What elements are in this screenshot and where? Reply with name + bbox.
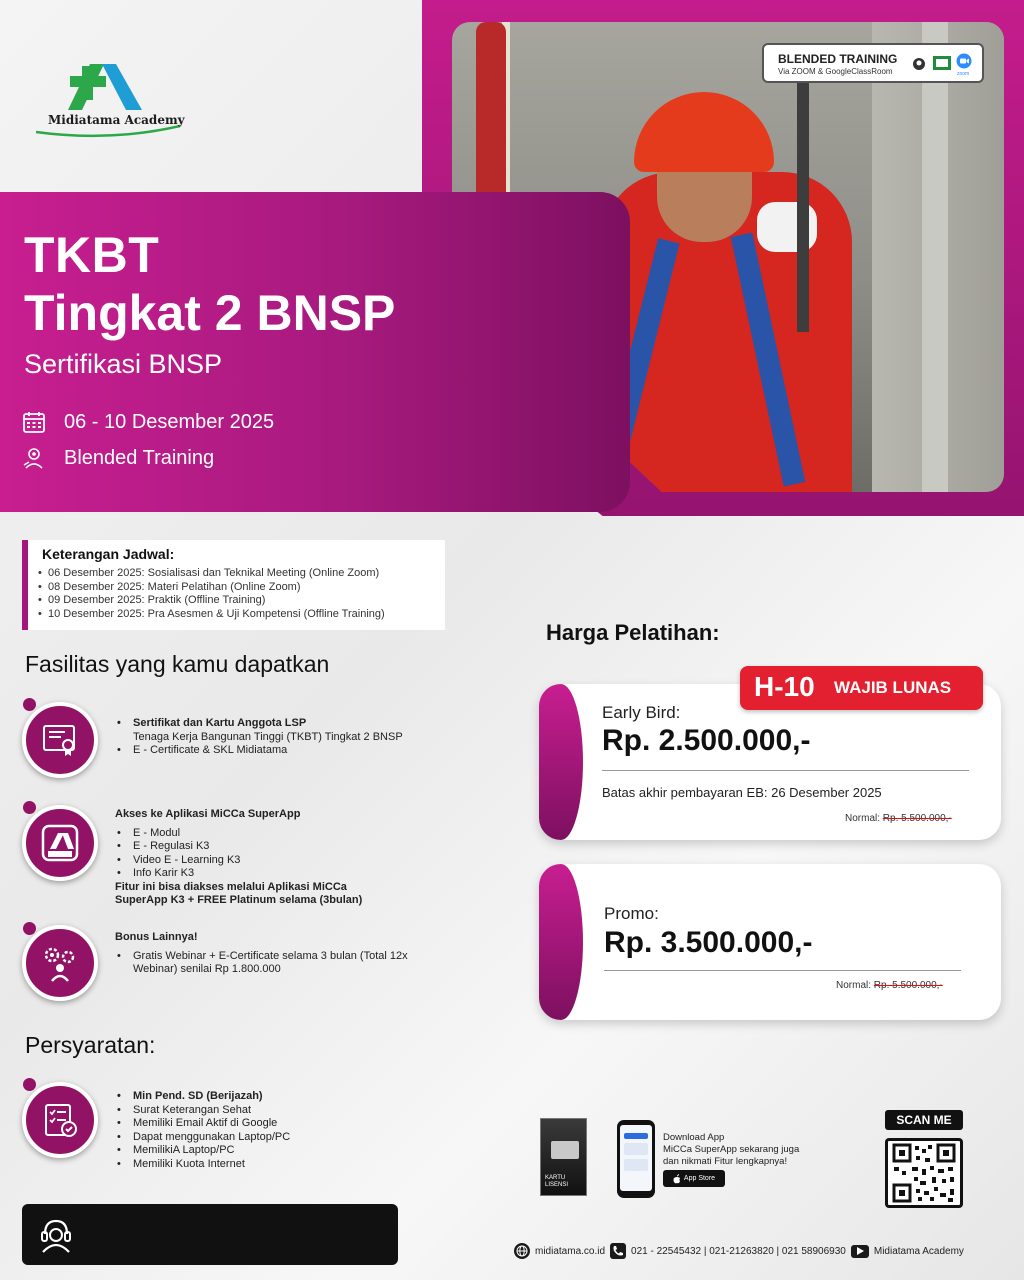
facility-item: • E - Regulasi K3 (115, 840, 362, 854)
promo-price: Rp. 3.500.000,- (604, 926, 813, 959)
schedule-item: • 09 Desember 2025: Praktik (Offline Training) (38, 594, 445, 608)
pro-label: PRO (59, 864, 70, 870)
early-bird-deadline: Batas akhir pembayaran EB: 26 Desember 2025 (602, 785, 882, 800)
payment-note: WAJIB LUNAS (834, 678, 952, 697)
requirement-item: • Memiliki Kuota Internet (115, 1158, 290, 1172)
course-subtitle: Sertifikasi BNSP (24, 349, 223, 379)
card-accent (539, 864, 583, 1020)
book-title: KARTU LISENSI (545, 1175, 569, 1188)
gears-person-icon (40, 943, 80, 983)
divider (602, 770, 969, 771)
bullet-dot (23, 922, 36, 935)
zoom-label: zoom (957, 71, 970, 77)
requirements-heading: Persyaratan: (25, 1032, 156, 1058)
facility-item: • Video E - Learning K3 (115, 854, 362, 868)
classroom-icon (912, 57, 926, 71)
badge-title: BLENDED TRAINING (778, 52, 898, 66)
requirement-item: • MemilikiA Laptop/PC (115, 1144, 290, 1158)
promo-card (539, 864, 1001, 1020)
schedule-list (42, 567, 445, 621)
bullet-dot (23, 801, 36, 814)
facility-note: Fitur ini bisa diakses melalui Aplikasi MiCCa (115, 880, 347, 893)
license-card-book (540, 1118, 587, 1196)
qr-code[interactable] (885, 1138, 963, 1208)
academy-logo (30, 60, 190, 140)
mode-row (22, 446, 214, 470)
qr-code-icon (888, 1141, 960, 1205)
requirements-badge (22, 1082, 98, 1158)
facility-title: • Sertifikat dan Kartu Anggota LSP (115, 717, 403, 731)
micca-pro-icon (40, 823, 80, 863)
app-download-text (663, 1132, 799, 1168)
apple-icon (673, 1174, 681, 1184)
schedule-item: • 06 Desember 2025: Sosialisasi dan Teknikal Meeting (Online Zoom) (38, 567, 445, 581)
app-store-button[interactable] (663, 1170, 725, 1187)
card-image (551, 1141, 579, 1159)
customer-service-icon (37, 1216, 75, 1254)
requirement-item: • Surat Keterangan Sehat (115, 1104, 290, 1118)
training-mode: Blended Training (64, 446, 215, 469)
facilities-heading: Fasilitas yang kamu dapatkan (25, 651, 330, 677)
early-bird-price: Rp. 2.500.000,- (602, 724, 811, 757)
date-row (22, 410, 274, 434)
schedule-item: • 10 Desember 2025: Pra Asesmen & Uji Kompetensi (Offline Training) (38, 608, 445, 622)
contact-bar[interactable] (22, 1204, 398, 1265)
website-link[interactable]: midiatama.co.id (535, 1245, 606, 1257)
facility-block-3 (115, 931, 408, 977)
certificate-icon (41, 721, 79, 759)
bullet-dot (23, 1078, 36, 1091)
facility-title: Bonus Lainnya! (115, 931, 198, 943)
event-date: 06 - 10 Desember 2025 (64, 410, 275, 433)
h10-label: H-10 (754, 671, 815, 702)
facility-item: Webinar) senilai Rp 1.800.000 (133, 963, 281, 975)
phone-numbers[interactable]: 021 - 22545432 | 021-21263820 | 021 58906930 (631, 1245, 846, 1257)
facility-item: • Gratis Webinar + E-Certificate selama 3 bulan (Total 12x (115, 950, 408, 964)
app-phone-mockup (617, 1120, 655, 1198)
logo-text: Midiatama Academy (48, 113, 185, 127)
early-bird-label: Early Bird: (602, 703, 681, 722)
schedule-item: • 08 Desember 2025: Materi Pelatihan (Online Zoom) (38, 581, 445, 595)
app-line: Download App (663, 1132, 725, 1143)
scan-me-label: SCAN ME (885, 1110, 963, 1130)
youtube-channel[interactable]: Midiatama Academy (873, 1245, 964, 1257)
phone-icon (610, 1243, 626, 1259)
app-store-label: App Store (683, 1175, 716, 1182)
requirement-item: • Memiliki Email Aktif di Google (115, 1117, 290, 1131)
globe-icon (514, 1243, 530, 1259)
facility-item: • E - Modul (115, 827, 362, 841)
course-title: TKBT (24, 227, 160, 283)
phone-screen (620, 1125, 652, 1191)
requirements-list (115, 1090, 290, 1171)
calendar-icon (22, 410, 46, 434)
zoom-icon (956, 53, 972, 69)
promo-normal-price: Normal: Rp. 5.500.000,- (836, 980, 943, 991)
facility-app-badge (22, 805, 98, 881)
google-classroom-icon (932, 55, 952, 71)
h10-badge (740, 666, 983, 710)
facility-block-1 (115, 717, 403, 758)
promo-label: Promo: (604, 904, 659, 923)
facility-detail: • E - Certificate & SKL Midiatama (115, 744, 403, 758)
schedule-heading: Keterangan Jadwal: (42, 546, 175, 562)
youtube-icon (851, 1245, 869, 1258)
requirement-item: • Min Pend. SD (Berijazah) (115, 1090, 290, 1104)
app-line: MiCCa SuperApp sekarang juga (663, 1144, 800, 1155)
footer (514, 1243, 964, 1259)
pricing-heading: Harga Pelatihan: (546, 620, 720, 645)
facility-detail: Tenaga Kerja Bangunan Tinggi (TKBT) Tingkat 2 BNSP (133, 730, 403, 743)
blended-training-badge (762, 43, 984, 83)
facility-title: Akses ke Aplikasi MiCCa SuperApp (115, 808, 301, 820)
bullet-dot (23, 698, 36, 711)
course-level: Tingkat 2 BNSP (24, 285, 396, 341)
training-mode-icon (22, 446, 46, 470)
card-accent (539, 684, 583, 840)
facility-block-2 (115, 808, 362, 908)
logo-mark-icon (30, 60, 190, 140)
facility-bonus-badge (22, 925, 98, 1001)
requirement-item: • Dapat menggunakan Laptop/PC (115, 1131, 290, 1145)
checklist-icon (41, 1101, 79, 1139)
facility-certificate-badge (22, 702, 98, 778)
app-line: dan nikmati Fitur lengkapnya! (663, 1156, 788, 1167)
divider (604, 970, 961, 971)
early-bird-normal-price: Normal: Rp. 5.500.000,- (845, 813, 952, 824)
facility-note: SuperApp K3 + FREE Platinum selama (3bulan) (115, 894, 363, 906)
facility-item: • Info Karir K3 (115, 867, 362, 881)
badge-subtitle: Via ZOOM & GoogleClassRoom (778, 67, 893, 76)
schedule-box (22, 540, 445, 630)
